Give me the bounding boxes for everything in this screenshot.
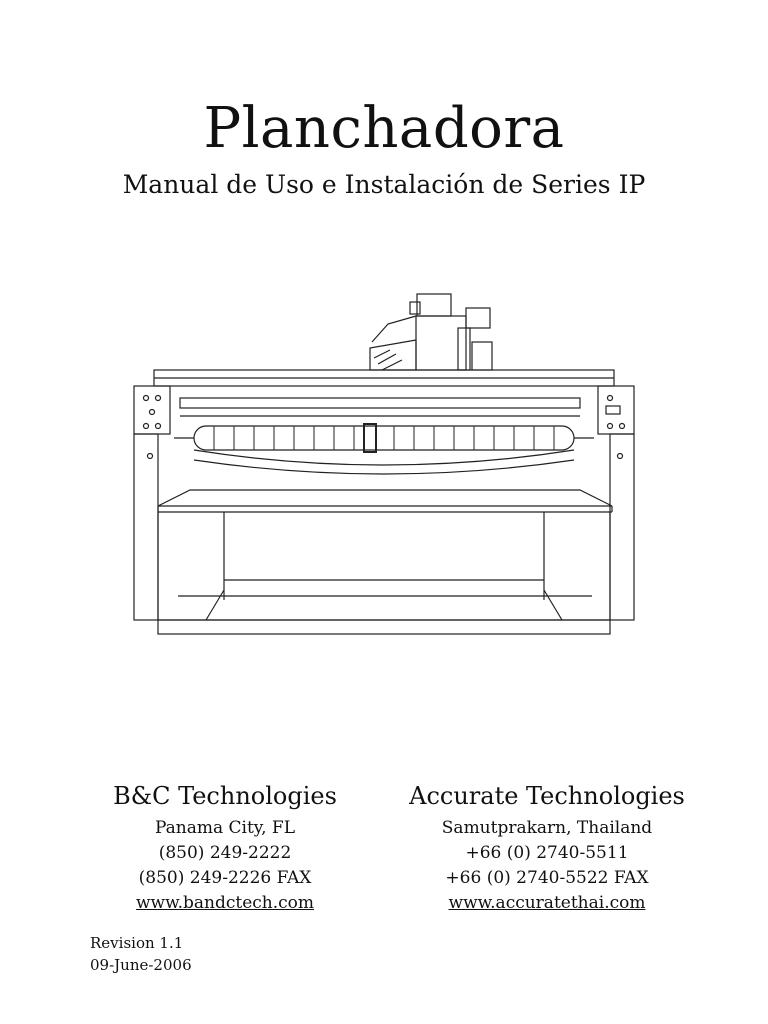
company-accurate bbox=[382, 782, 712, 916]
company-phone: +66 (0) 2740-5511 bbox=[465, 843, 629, 863]
company-website-link[interactable]: www.bandctech.com bbox=[135, 893, 315, 913]
company-name: B&C Technologies bbox=[113, 782, 337, 810]
company-fax: +66 (0) 2740-5522 FAX bbox=[445, 868, 649, 888]
company-name: Accurate Technologies bbox=[409, 782, 685, 810]
company-fax: (850) 249-2226 FAX bbox=[138, 868, 312, 888]
company-city: Panama City, FL bbox=[154, 818, 296, 838]
page-title: Planchadora bbox=[203, 96, 565, 161]
page-subtitle: Manual de Uso e Instalación de Series IP bbox=[122, 170, 646, 199]
ironer-machine-illustration bbox=[120, 280, 648, 650]
company-phone: (850) 249-2222 bbox=[158, 843, 292, 863]
revision-label: Revision 1.1 bbox=[90, 934, 184, 952]
company-website-link[interactable]: www.accuratethai.com bbox=[448, 893, 646, 913]
revision-info bbox=[90, 932, 192, 976]
company-city: Samutprakarn, Thailand bbox=[441, 818, 653, 838]
company-bandc bbox=[60, 782, 390, 916]
revision-date: 09-June-2006 bbox=[90, 956, 192, 974]
